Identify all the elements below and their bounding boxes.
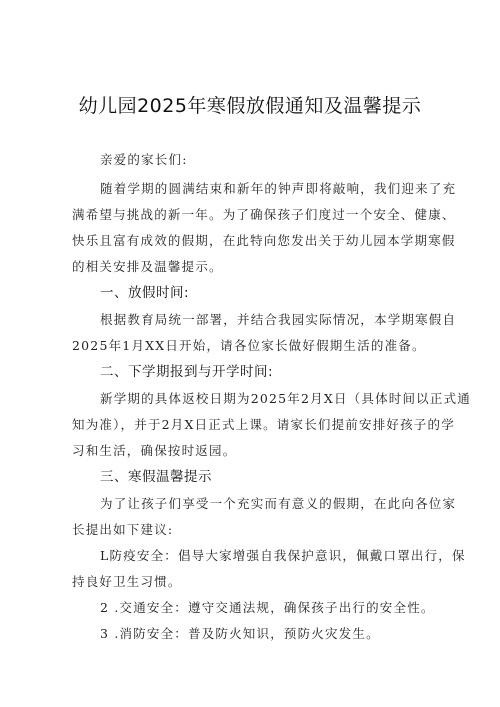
section-1-line-2: 2025年1月XX日开始，请各位家长做好假期生活的准备。: [72, 338, 426, 353]
section-1-line-1: 根据教育局统一部署，并结合我园实际情况，本学期寒假自: [100, 312, 457, 327]
section-3-line-2: 长提出如下建议:: [72, 522, 174, 537]
intro-line-2: 满希望与挑战的新一年。为了确保孩子们度过一个安全、健康、: [72, 207, 456, 222]
salutation: 亲爱的家长们:: [100, 152, 188, 167]
section-heading-return-time: 二、下学期报到与开学时间:: [100, 364, 274, 380]
section-3-line-3: L防疫安全：倡导大家增强自我保护意识，佩戴口罩出行，保: [100, 548, 466, 563]
intro-line-3: 快乐且富有成效的假期，在此特向您发出关于幼儿园本学期寒假: [72, 233, 456, 248]
section-heading-holiday-time: 一、放假时间:: [100, 285, 190, 301]
section-3-line-4: 持良好卫生习惯。: [72, 574, 182, 589]
section-2-line-2: 知为准），并于2月X日正式上课。请家长们提前安排好孩子的学: [72, 417, 455, 432]
document-title: 幼儿园2025年寒假放假通知及温馨提示: [78, 95, 422, 117]
section-3-line-5: 2 .交通安全：遵守交通法规，确保孩子出行的安全性。: [100, 600, 435, 615]
section-2-line-1: 新学期的具体返校日期为2025年2月X日（具体时间以正式通: [100, 391, 471, 406]
intro-line-4: 的相关安排及温馨提示。: [72, 259, 223, 274]
section-3-line-1: 为了让孩子们享受一个充实而有意义的假期，在此向各位家: [100, 496, 457, 511]
section-heading-holiday-tips: 三、寒假温馨提示: [100, 469, 212, 485]
section-3-line-6: 3 .消防安全：普及防火知识，预防火灾发生。: [100, 626, 380, 641]
section-2-line-3: 习和生活，确保按时返园。: [72, 443, 237, 458]
intro-line-1: 随着学期的圆满结束和新年的钟声即将敲响，我们迎来了充: [100, 181, 457, 196]
